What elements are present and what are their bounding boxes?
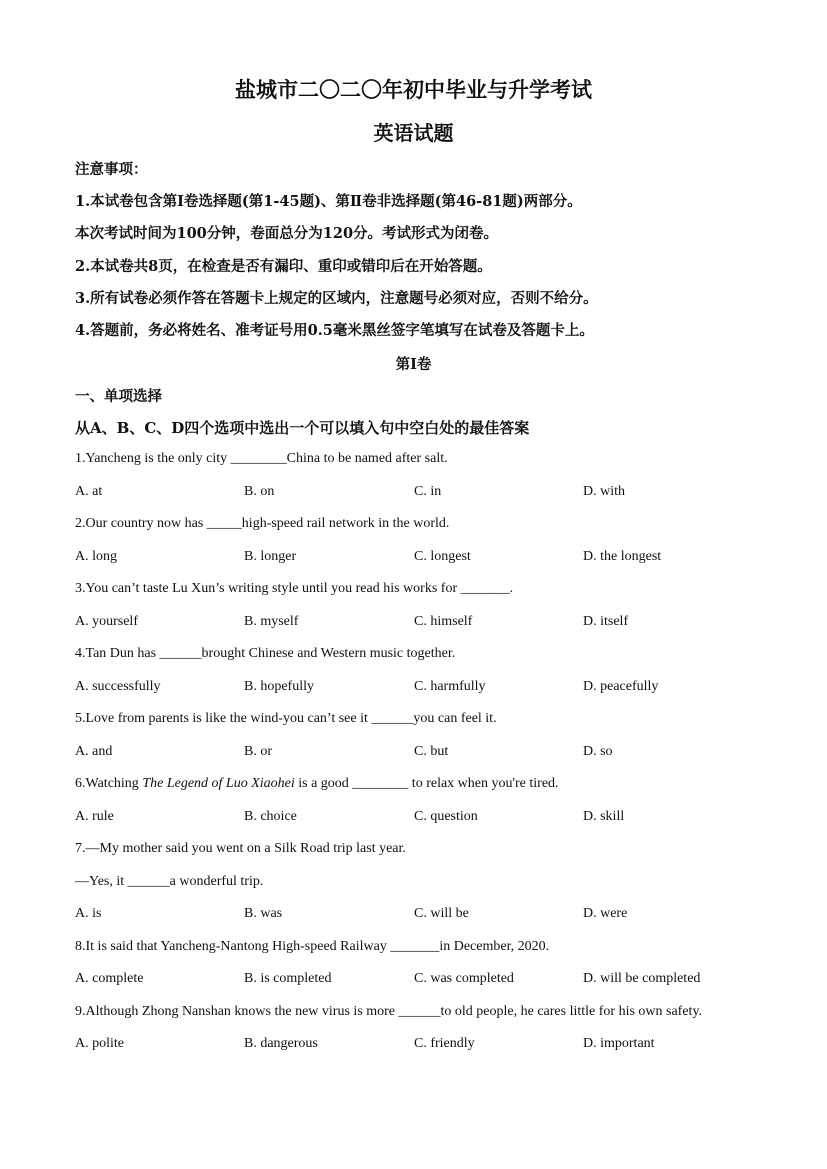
option-a: A. yourself [75,614,138,629]
question-stem: 2.Our country now has _____high-speed rail network in the world. [75,516,450,531]
stem-text: is a good ________ to relax when you're tired. [294,776,559,791]
notice-line: 4.答题前，务必将姓名、准考证号用0.5毫米黑丝签字笔填写在试卷及答题卡上。 [75,322,594,339]
option-d: D. were [583,906,628,921]
option-a: A. and [75,744,113,759]
option-c: C. longest [414,549,471,564]
option-c: C. will be [414,906,469,921]
option-c: C. was completed [414,971,514,986]
option-c: C. harmfully [414,679,486,694]
page-subtitle: 英语试题 [373,121,454,145]
question-stem: 7.—My mother said you went on a Silk Road trip last year. [75,841,406,856]
option-a: A. complete [75,971,144,986]
option-a: A. rule [75,809,114,824]
option-b: B. longer [244,549,297,564]
page-title: 盐城市二〇二〇年初中毕业与升学考试 [235,77,592,102]
question-stem: 5.Love from parents is like the wind-you can’t see it ______you can feel it. [75,711,497,726]
option-d: D. itself [583,614,629,629]
option-a: A. is [75,906,102,921]
notice-line: 3.所有试卷必须作答在答题卡上规定的区域内，注意题号必须对应，否则不给分。 [75,290,598,307]
option-c: C. but [414,744,449,759]
option-a: A. long [75,549,117,564]
question-stem-reply: —Yes, it ______a wonderful trip. [75,874,264,889]
option-a: A. at [75,484,103,499]
option-d: D. with [583,484,625,499]
option-d: D. will be completed [583,971,701,986]
section-instruction: 从A、B、C、D四个选项中选出一个可以填入句中空白处的最佳答案 [75,419,530,437]
option-d: D. the longest [583,549,662,564]
option-b: B. was [244,906,283,921]
question-stem: 8.It is said that Yancheng-Nantong High-speed Railway _______in December, 2020. [75,939,550,954]
option-a: A. polite [75,1036,124,1051]
option-d: D. skill [583,809,625,824]
notice-heading: 注意事项： [75,161,148,178]
option-b: B. or [244,744,272,759]
stem-text: 6.Watching [75,776,143,791]
question-stem: 3.You can’t taste Lu Xun’s writing style until you read his works for _______. [75,581,514,596]
option-c: C. in [414,484,442,499]
option-c: C. friendly [414,1036,475,1051]
option-b: B. myself [244,614,299,629]
option-d: D. peacefully [583,679,659,694]
question-stem [75,776,559,792]
section-heading: 一、单项选择 [75,388,162,405]
notice-line: 本次考试时间为100分钟，卷面总分为120分。考试形式为闭卷。 [75,225,499,242]
option-b: B. is completed [244,971,332,986]
option-b: B. on [244,484,275,499]
question-stem: 1.Yancheng is the only city ________China to be named after salt. [75,451,448,466]
notice-line: 1.本试卷包含第Ⅰ卷选择题(第1-45题)、第Ⅱ卷非选择题(第46-81题)两部分。 [75,193,582,210]
part-title: 第Ⅰ卷 [395,356,432,373]
stem-italic-title: The Legend of Luo Xiaohei [142,776,295,791]
question-stem: 9.Although Zhong Nanshan knows the new virus is more ______to old people, he cares little for his own safety. [75,1004,703,1019]
option-b: B. hopefully [244,679,314,694]
option-b: B. dangerous [244,1036,318,1051]
option-c: C. question [414,809,478,824]
option-b: B. choice [244,809,297,824]
notice-line: 2.本试卷共8页，在检查是否有漏印、重印或错印后在开始答题。 [75,258,492,275]
option-c: C. himself [414,614,473,629]
question-stem: 4.Tan Dun has ______brought Chinese and Western music together. [75,646,456,661]
option-a: A. successfully [75,679,161,694]
option-d: D. so [583,744,613,759]
option-d: D. important [583,1036,655,1051]
